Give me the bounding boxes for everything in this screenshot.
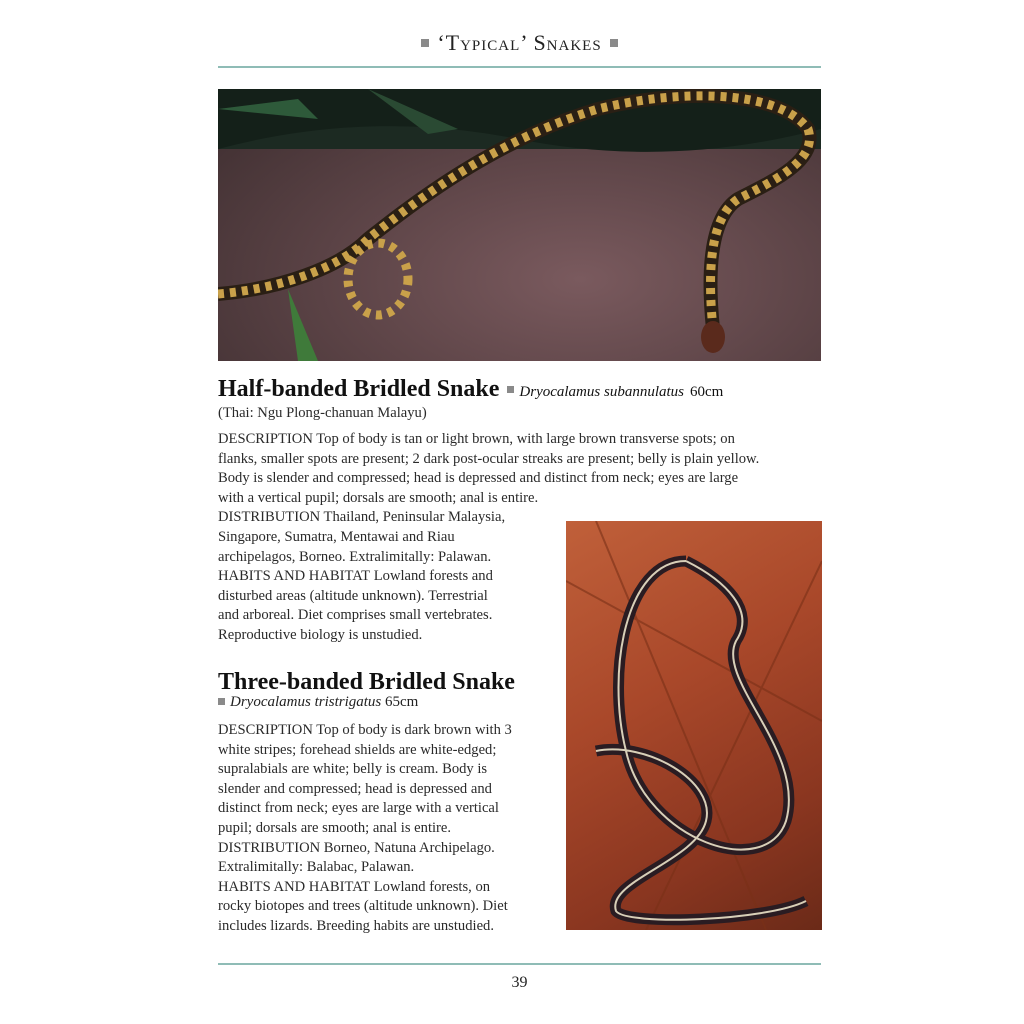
text-line [218, 450, 759, 470]
text-line [218, 721, 512, 741]
species-subheading [218, 694, 418, 711]
line-text: and arboreal. Diet comprises small vertebrates. [218, 607, 493, 624]
footer-rule [218, 963, 821, 965]
line-text: with a vertical pupil; dorsals are smooth; anal is entire. [218, 489, 539, 506]
text-line [218, 799, 512, 819]
line-text: Lowland forests and [370, 568, 493, 585]
line-text: Body is slender and compressed; head is depressed and distinct from neck; eyes are large [218, 470, 739, 487]
running-head [218, 30, 821, 56]
section-label: HABITS AND HABITAT [218, 878, 371, 895]
line-text: Lowland forests, on [370, 878, 491, 895]
line-text: Thailand, Peninsular Malaysia, [320, 509, 506, 526]
line-text: pupil; dorsals are smooth; anal is entire. [218, 819, 452, 836]
line-text: Top of body is dark brown with 3 [312, 722, 512, 738]
section-label: DESCRIPTION [218, 722, 313, 738]
bullet-square-icon [610, 39, 618, 47]
species-heading [218, 375, 723, 406]
line-text: flanks, smaller spots are present; 2 dark post-ocular streaks are present; belly is plain yellow. [218, 450, 760, 467]
species-size: 65cm [385, 694, 419, 710]
line-text: archipelagos, Borneo. Extralimitally: Palawan. [218, 548, 492, 565]
section-label: DISTRIBUTION [218, 509, 321, 526]
text-line [218, 741, 512, 761]
text-line [218, 858, 512, 878]
section-label: HABITS AND HABITAT [218, 568, 371, 585]
scientific-name: Dryocalamus subannulatus [519, 384, 684, 400]
species-text [218, 721, 512, 937]
line-text: supralabials are white; belly is cream. Body is [218, 761, 488, 778]
photo-three-banded-bridled-snake [566, 521, 822, 930]
line-text: includes lizards. Breeding habits are unstudied. [218, 917, 494, 934]
header-rule [218, 66, 821, 68]
text-line [218, 819, 512, 839]
line-text: Borneo, Natuna Archipelago. [320, 839, 495, 856]
bullet-square-icon [218, 698, 225, 705]
line-text: distinct from neck; eyes are large with a vertical [218, 800, 499, 817]
snake-photo-illustration [566, 521, 822, 930]
line-text: Extralimitally: Balabac, Palawan. [218, 859, 415, 876]
line-text: Reproductive biology is unstudied. [218, 626, 423, 643]
photo-half-banded-bridled-snake [218, 89, 821, 361]
text-line [218, 780, 512, 800]
section-label: DESCRIPTION [218, 431, 313, 447]
text-line [218, 489, 759, 509]
line-text: slender and compressed; head is depressed and [218, 780, 492, 797]
text-line [218, 878, 512, 898]
text-line [218, 430, 759, 450]
running-title: ‘Typical’ Snakes [437, 30, 602, 55]
common-name: Three-banded Bridled Snake [218, 669, 515, 695]
page-number: 39 [511, 974, 528, 991]
thai-name: (Thai: Ngu Plong-chanuan Malayu) [218, 405, 427, 421]
line-text: rocky biotopes and trees (altitude unknown). Diet [218, 898, 508, 915]
text-line [218, 897, 512, 917]
text-line [218, 760, 512, 780]
section-label: DISTRIBUTION [218, 839, 321, 856]
line-text: white stripes; forehead shields are white-edged; [218, 741, 497, 758]
scientific-name: Dryocalamus tristrigatus [230, 694, 382, 710]
text-line [218, 917, 512, 937]
line-text: Top of body is tan or light brown, with large brown transverse spots; on [312, 431, 735, 447]
bullet-square-icon [421, 39, 429, 47]
line-text: Singapore, Sumatra, Mentawai and Riau [218, 528, 455, 545]
text-line [218, 839, 512, 859]
species-heading [218, 668, 515, 696]
common-name: Half-banded Bridled Snake [218, 376, 500, 402]
text-line [218, 469, 759, 489]
line-text: disturbed areas (altitude unknown). Terrestrial [218, 587, 488, 604]
bullet-square-icon [507, 386, 514, 393]
species-size: 60cm [690, 384, 724, 400]
snake-photo-illustration [218, 89, 821, 361]
